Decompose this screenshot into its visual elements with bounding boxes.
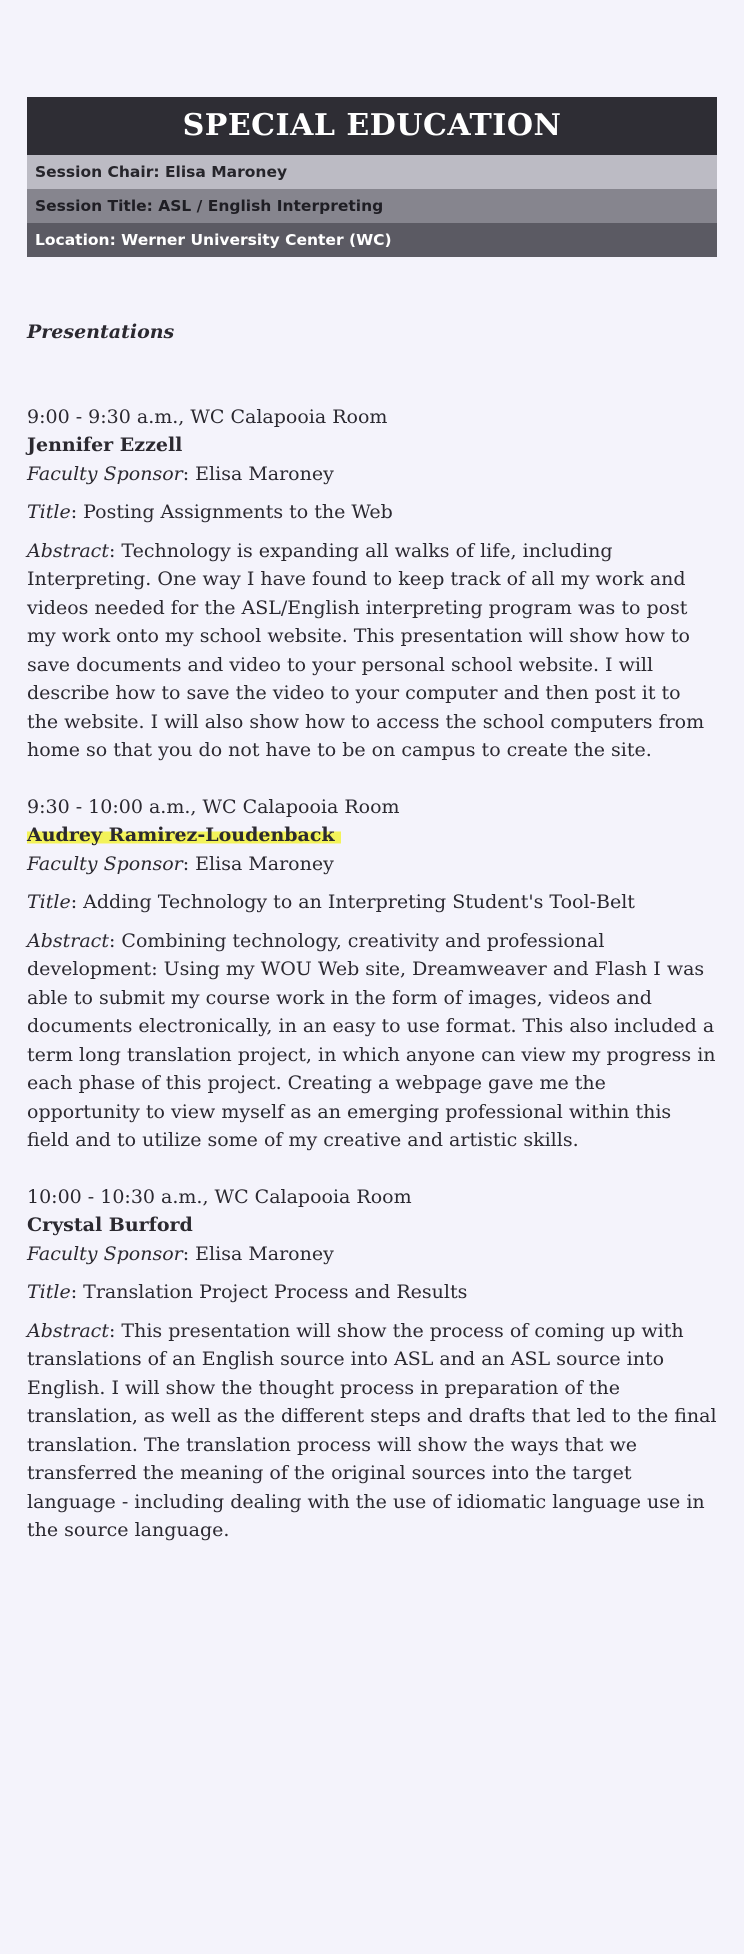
faculty-sponsor-value: Elisa Maroney bbox=[195, 462, 334, 485]
faculty-sponsor: Faculty Sponsor: Elisa Maroney bbox=[27, 462, 334, 485]
presenter-name bbox=[27, 821, 717, 850]
faculty-sponsor-value: Elisa Maroney bbox=[195, 852, 334, 875]
page-title: SPECIAL EDUCATION bbox=[27, 97, 717, 155]
title-label: Title bbox=[27, 891, 71, 913]
presentation-title: Title: Adding Technology to an Interpreting Student's Tool-Belt bbox=[27, 891, 635, 913]
faculty-sponsor: Faculty Sponsor: Elisa Maroney bbox=[27, 852, 334, 875]
abstract-label: Abstract bbox=[27, 1319, 109, 1342]
presentation-abstract: Abstract: Technology is expanding all walks of life, including Interpreting. One way I have found to keep track of all my work and videos needed for the ASL/English interpreting program was to post my work onto my school website. This presentation will show how to save documents and video to your personal school website. I will describe how to save the video to your computer and then post it to the website. I will also show how to access the school computers from home so that you do not have to be on campus to create the site. bbox=[27, 539, 705, 761]
presenter-name-text: Audrey Ramirez-Loudenback bbox=[27, 824, 341, 846]
abstract-label: Abstract bbox=[27, 929, 109, 952]
abstract-label: Abstract bbox=[27, 539, 109, 562]
presentation-title: Title: Posting Assignments to the Web bbox=[27, 501, 393, 523]
faculty-sponsor-label: Faculty Sponsor bbox=[27, 1242, 183, 1265]
presentation-abstract-value: Technology is expanding all walks of life, including Interpreting. One way I have found to keep track of all my work and videos needed for the ASL/English interpreting program was to post my work onto my school website. This presentation will show how to save documents and video to your personal school website. I will describe how to save the video to your computer and then post it to the website. I will also show how to access the school computers from home so that you do not have to be on campus to create the site. bbox=[27, 539, 705, 761]
session-chair: Session Chair: Elisa Maroney bbox=[27, 155, 717, 189]
session-location: Location: Werner University Center (WC) bbox=[27, 223, 717, 257]
section-heading: Presentations bbox=[27, 321, 175, 343]
faculty-sponsor-label: Faculty Sponsor bbox=[27, 462, 183, 485]
presentation-abstract-value: Combining technology, creativity and professional development: Using my WOU Web site, Dreamweaver and Flash I was able to submit my course work in the form of images, videos and documents electronically, in an easy to use format. This also included a term long translation project, in which anyone can view my progress in each phase of this project. Creating a webpage gave me the opportunity to view myself as an emerging professional within this field and to utilize some of my creative and artistic skills. bbox=[27, 929, 716, 1151]
presentation-entry bbox=[27, 793, 717, 1155]
presentation-title-value: Adding Technology to an Interpreting Student's Tool-Belt bbox=[83, 891, 635, 913]
session-header bbox=[27, 97, 717, 257]
faculty-sponsor-value: Elisa Maroney bbox=[195, 1242, 334, 1265]
presenter-name-text: Jennifer Ezzell bbox=[27, 434, 183, 456]
presentation-abstract: Abstract: Combining technology, creativity and professional development: Using my WOU Web site, Dreamweaver and Flash I was able to submit my course work in the form of images, videos and documents electronically, in an easy to use format. This also included a term long translation project, in which anyone can view my progress in each phase of this project. Creating a webpage gave me the opportunity to view myself as an emerging professional within this field and to utilize some of my creative and artistic skills. bbox=[27, 929, 716, 1151]
presentations-section bbox=[27, 318, 717, 1573]
presenter-name bbox=[27, 431, 717, 460]
title-label: Title bbox=[27, 1281, 71, 1303]
presentation-abstract-value: This presentation will show the process of coming up with translations of an English source into ASL and an ASL source into English. I will show the thought process in preparation of the translation, as well as the different steps and drafts that led to the final translation. The translation process will show the ways that we transferred the meaning of the original sources into the target language - including dealing with the use of idiomatic language use in the source language. bbox=[27, 1319, 717, 1541]
presentation-entry bbox=[27, 403, 717, 765]
session-title: Session Title: ASL / English Interpreting bbox=[27, 189, 717, 223]
presentation-time: 9:00 - 9:30 a.m., WC Calapooia Room bbox=[27, 405, 388, 428]
presenter-name-text: Crystal Burford bbox=[27, 1214, 193, 1236]
presentation-time: 10:00 - 10:30 a.m., WC Calapooia Room bbox=[27, 1185, 412, 1208]
presentation-time: 9:30 - 10:00 a.m., WC Calapooia Room bbox=[27, 795, 400, 818]
faculty-sponsor-label: Faculty Sponsor bbox=[27, 852, 183, 875]
presenter-name bbox=[27, 1211, 717, 1240]
presentation-abstract: Abstract: This presentation will show the process of coming up with translations of an English source into ASL and an ASL source into English. I will show the thought process in preparation of the translation, as well as the different steps and drafts that led to the final translation. The translation process will show the ways that we transferred the meaning of the original sources into the target language - including dealing with the use of idiomatic language use in the source language. bbox=[27, 1319, 717, 1541]
presentation-title: Title: Translation Project Process and Results bbox=[27, 1281, 468, 1303]
title-label: Title bbox=[27, 501, 71, 523]
faculty-sponsor: Faculty Sponsor: Elisa Maroney bbox=[27, 1242, 334, 1265]
presentation-title-value: Posting Assignments to the Web bbox=[83, 501, 393, 523]
presentation-entry bbox=[27, 1183, 717, 1545]
presentation-title-value: Translation Project Process and Results bbox=[83, 1281, 468, 1303]
